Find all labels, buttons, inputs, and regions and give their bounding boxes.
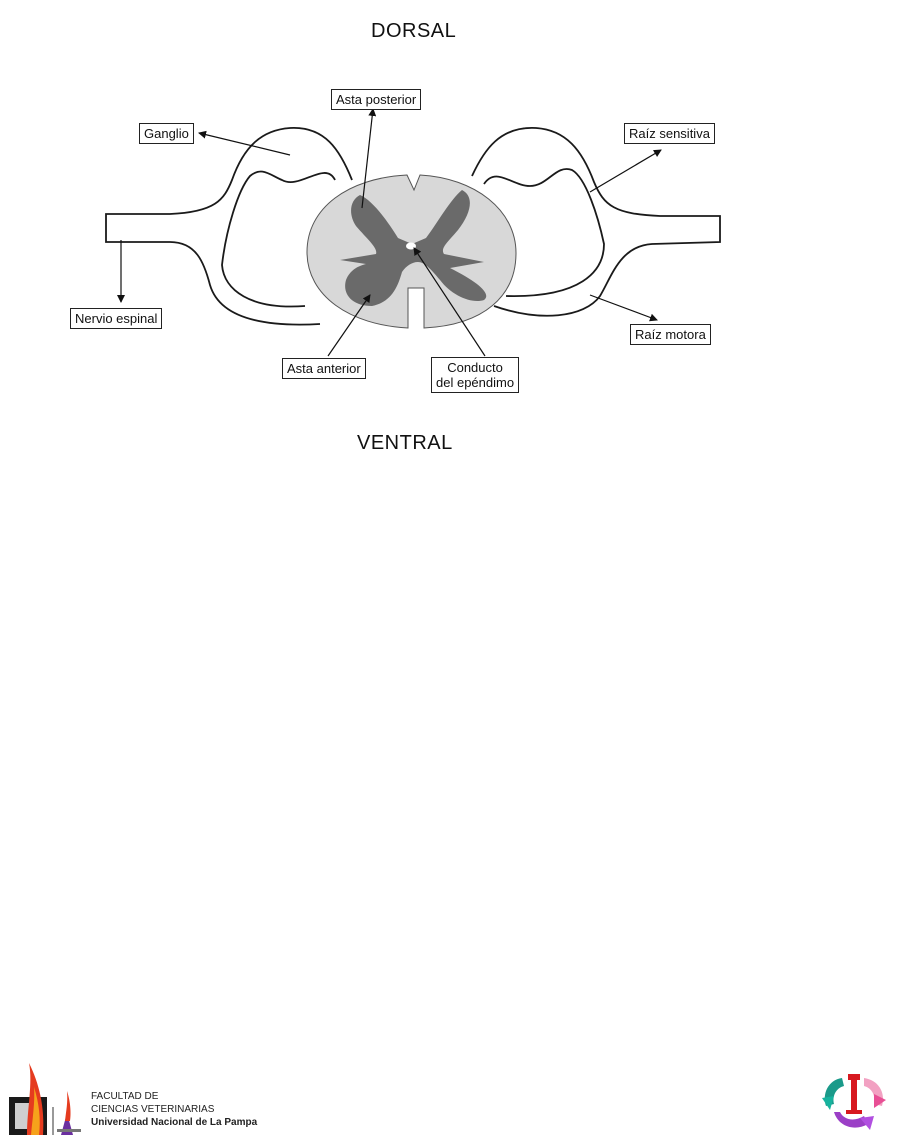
ventral-label: VENTRAL — [357, 432, 453, 454]
pointer-raiz-sensitiva — [590, 150, 661, 192]
pointer-ganglio — [199, 133, 290, 155]
emblem-logo — [820, 1070, 888, 1132]
pointer-raiz-motora — [590, 295, 657, 320]
label-raiz-sensitiva: Raíz sensitiva — [624, 123, 715, 144]
label-conducto-line1: Conducto — [447, 360, 503, 375]
institution-line-3: Universidad Nacional de La Pampa — [91, 1117, 258, 1128]
label-raiz-motora: Raíz motora — [630, 324, 711, 345]
institution-line-2: CIENCIAS VETERINARIAS — [91, 1104, 215, 1115]
label-conducto-line2: del epéndimo — [436, 375, 515, 390]
label-nervio-espinal: Nervio espinal — [70, 308, 162, 329]
label-asta-anterior: Asta anterior — [282, 358, 366, 379]
label-ganglio: Ganglio — [139, 123, 194, 144]
right-nerve-outline — [472, 128, 720, 316]
institution-line-1: FACULTAD DE — [91, 1091, 159, 1102]
label-asta-posterior: Asta posterior — [331, 89, 421, 110]
spinal-cord-diagram — [0, 0, 902, 470]
dorsal-label: DORSAL — [371, 20, 457, 42]
label-conducto-ependimo — [431, 357, 519, 393]
